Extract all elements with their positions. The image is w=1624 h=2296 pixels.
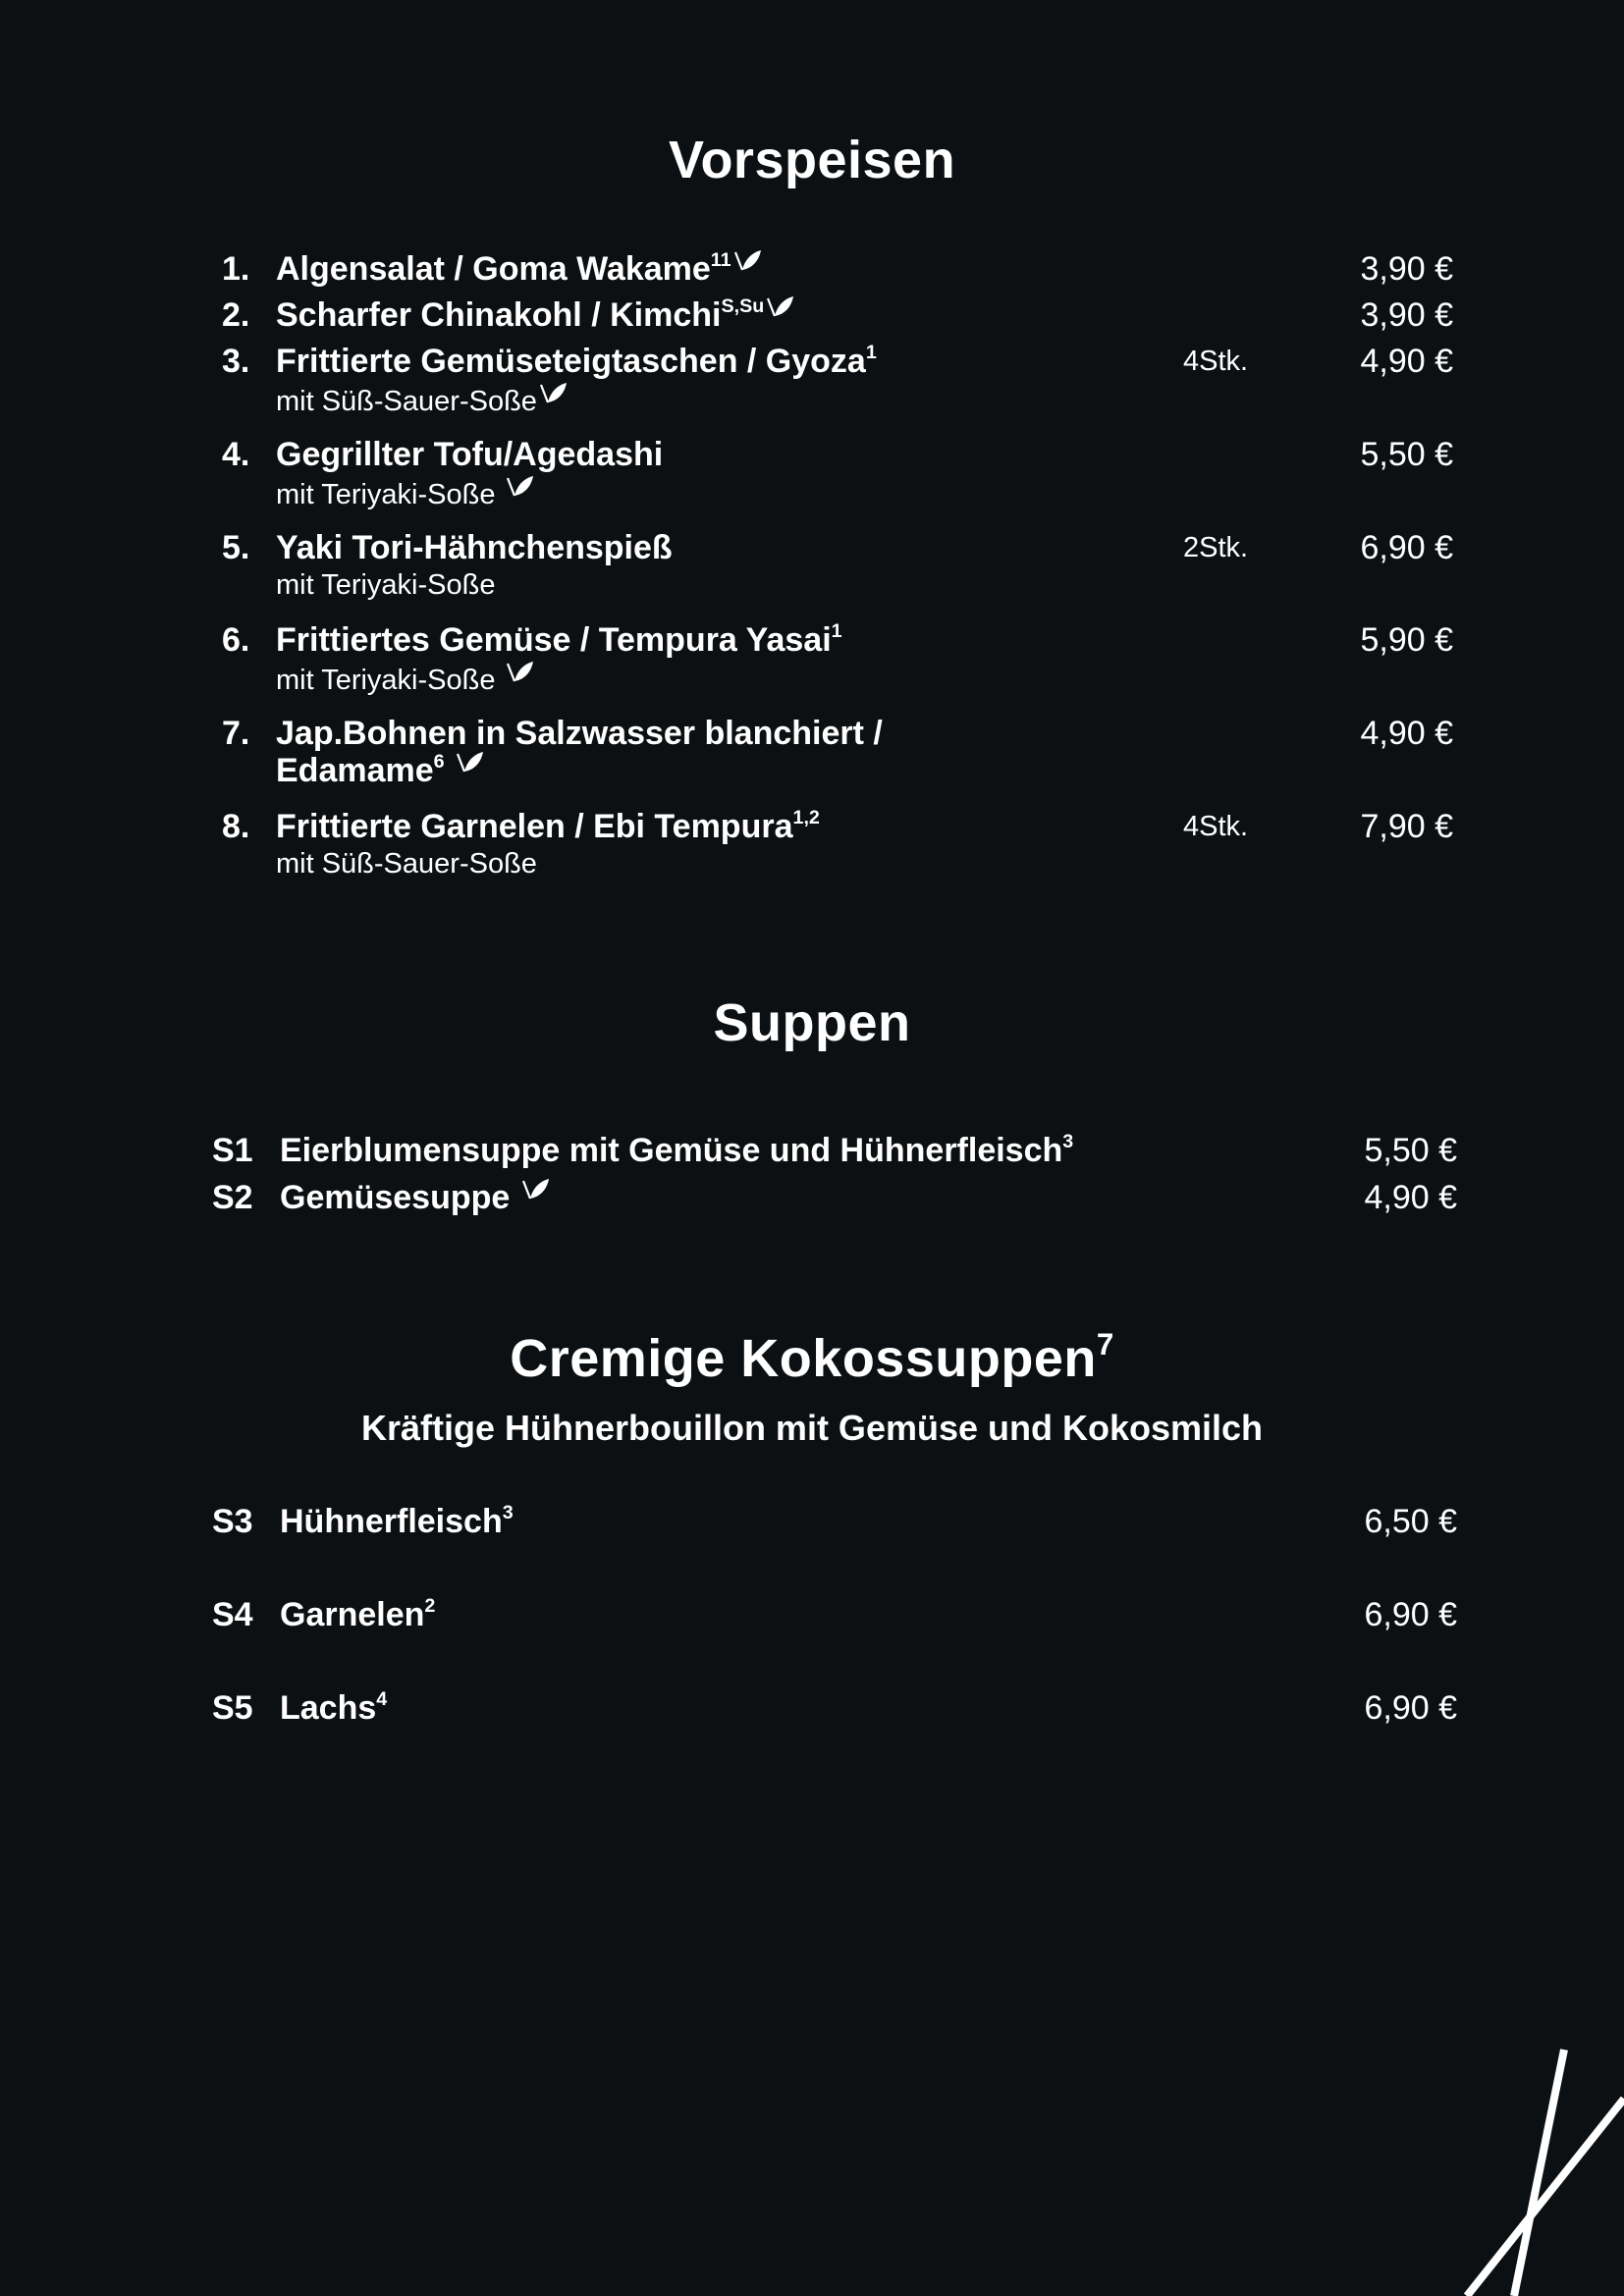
allergen-codes: 4 — [376, 1688, 388, 1711]
item-price: 5,50 € — [1364, 1132, 1457, 1169]
item-number: 1. — [222, 250, 250, 288]
item-number: 7. — [222, 715, 250, 752]
item-number: 4. — [222, 436, 250, 473]
item-name: Frittierte Gemüseteigtaschen / Gyoza$^1$ — [276, 342, 877, 380]
item-name: Frittiertes Gemüse / Tempura Yasai$^1$ — [276, 620, 842, 659]
item-name: Gemüsesuppe — [280, 1176, 551, 1219]
item-name-line1: Jap.Bohnen in Salzwasser blanchiert / — [276, 715, 883, 752]
item-number: S4 — [212, 1596, 253, 1633]
item-price: 6,50 € — [1364, 1503, 1457, 1540]
item-name: Gegrillter Tofu/Agedashi — [276, 436, 664, 473]
item-name: Hühnerfleisch$^3$ — [280, 1502, 514, 1540]
item-name: Garnelen$^2$ — [280, 1595, 436, 1633]
vegan-leaf-icon — [506, 660, 535, 685]
allergen-codes: 3 — [1062, 1131, 1074, 1153]
item-number: 8. — [222, 808, 250, 845]
item-quantity: 4Stk. — [1183, 811, 1249, 842]
allergen-codes: 6 — [433, 751, 445, 774]
vegan-leaf-icon — [766, 294, 795, 320]
item-name: Yaki Tori-Hähnchenspieß — [276, 529, 673, 566]
item-quantity: 4Stk. — [1183, 346, 1249, 377]
vegan-leaf-icon — [506, 474, 535, 500]
section-title-vorspeisen: Vorspeisen — [668, 131, 956, 189]
vegan-leaf-icon — [456, 750, 485, 775]
item-price: 3,90 € — [1360, 296, 1453, 334]
chopsticks-icon — [1453, 2032, 1624, 2296]
item-price: 5,90 € — [1360, 621, 1453, 659]
section-title-kokossuppen: Cremige Kokossuppen$^7$ — [510, 1327, 1114, 1388]
item-number: 6. — [222, 621, 250, 659]
item-name: Frittierte Garnelen / Ebi Tempura$^{1,2}$ — [276, 807, 820, 845]
item-description: mit Teriyaki-Soße — [276, 474, 535, 512]
allergen-codes: 1 — [831, 620, 842, 643]
item-quantity: 2Stk. — [1183, 532, 1249, 563]
allergen-codes: 7 — [1096, 1327, 1114, 1362]
allergen-codes: S,Su — [721, 295, 765, 318]
item-price: 3,90 € — [1360, 250, 1453, 288]
vegan-leaf-icon — [733, 248, 763, 274]
item-price: 5,50 € — [1360, 436, 1453, 473]
allergen-codes: 1,2 — [792, 807, 820, 829]
item-name-line2: Edamame$^6$ — [276, 749, 485, 792]
item-price: 6,90 € — [1364, 1689, 1457, 1727]
item-description: mit Süß-Sauer-Soße — [276, 848, 537, 880]
item-price: 6,90 € — [1364, 1596, 1457, 1633]
item-number: S2 — [212, 1179, 253, 1216]
item-number: S5 — [212, 1689, 253, 1727]
item-number: 2. — [222, 296, 250, 334]
item-description: mit Teriyaki-Soße — [276, 660, 535, 698]
vegan-leaf-icon — [521, 1177, 551, 1202]
item-description: mit Teriyaki-Soße — [276, 569, 496, 601]
allergen-codes: 1 — [865, 342, 877, 364]
item-price: 4,90 € — [1360, 715, 1453, 752]
item-description: mit Süß-Sauer-Soße — [276, 381, 568, 419]
item-number: S3 — [212, 1503, 253, 1540]
allergen-codes: 11 — [710, 249, 731, 272]
item-number: 3. — [222, 343, 250, 380]
section-title-suppen: Suppen — [713, 993, 911, 1052]
allergen-codes: 3 — [502, 1502, 514, 1524]
item-name: Eierblumensuppe mit Gemüse und Hühnerfleisch$^3$ — [280, 1131, 1074, 1169]
item-name: Algensalat / Goma Wakame$^{11}$ — [276, 247, 763, 291]
item-number: 5. — [222, 529, 250, 566]
item-number: S1 — [212, 1132, 253, 1169]
section-subtitle: Kräftige Hühnerbouillon mit Gemüse und Kokosmilch — [360, 1408, 1264, 1448]
item-price: 7,90 € — [1360, 808, 1453, 845]
allergen-codes: 2 — [424, 1595, 436, 1618]
vegan-leaf-icon — [539, 381, 568, 406]
item-name: Lachs$^4$ — [280, 1688, 388, 1727]
item-name: Scharfer Chinakohl / Kimchi$^{S,Su}$ — [276, 294, 795, 337]
item-price: 4,90 € — [1364, 1179, 1457, 1216]
item-price: 4,90 € — [1360, 343, 1453, 380]
item-price: 6,90 € — [1360, 529, 1453, 566]
